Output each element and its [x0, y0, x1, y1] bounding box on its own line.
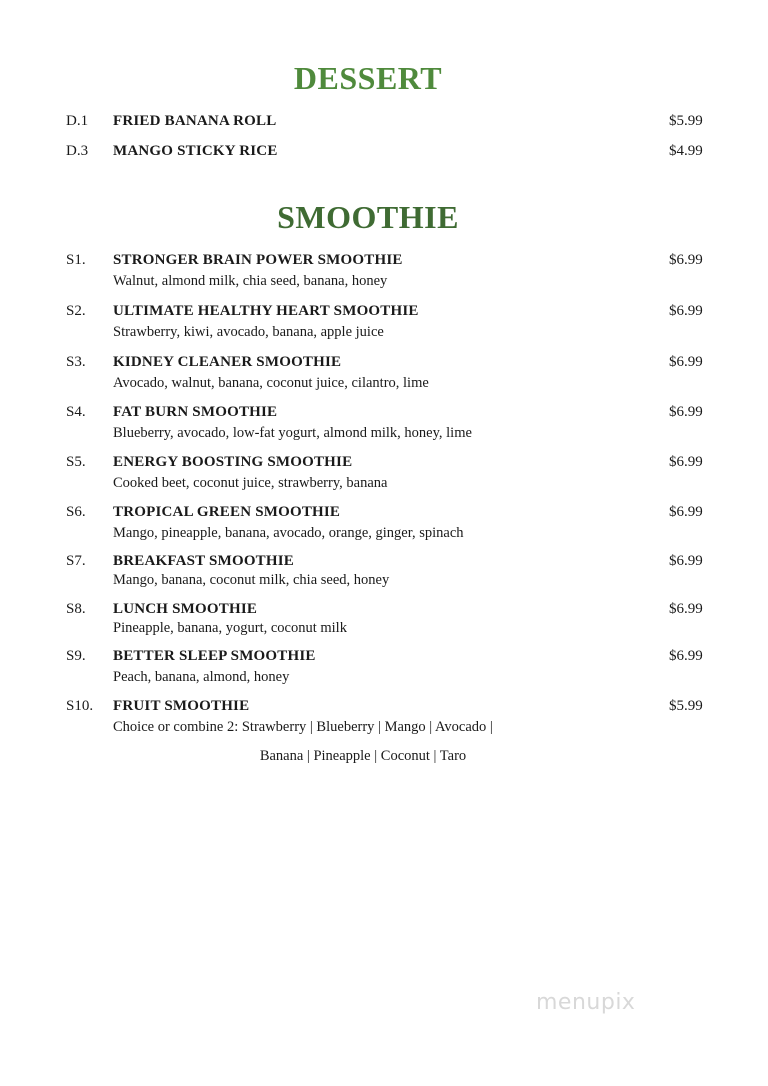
menu-item-d3: [0, 142, 768, 182]
item-code: S1.: [66, 252, 86, 268]
item-price: $6.99: [669, 553, 703, 569]
item-code: S6.: [66, 504, 86, 520]
watermark-logo: menupix: [536, 990, 636, 1015]
item-name: FRIED BANANA ROLL: [113, 113, 277, 129]
fruit-smoothie-choices-continued: Banana | Pineapple | Coconut | Taro: [259, 748, 467, 764]
menu-item-s9: [0, 647, 768, 687]
item-code: D.1: [66, 113, 89, 129]
item-code: S10.: [66, 698, 94, 714]
item-price: $5.99: [669, 113, 703, 129]
item-description: Mango, pineapple, banana, avocado, orange, ginger, spinach: [113, 525, 464, 541]
item-code: S3.: [66, 354, 86, 370]
item-name: BREAKFAST SMOOTHIE: [113, 553, 294, 569]
smoothie-section-title: SMOOTHIE: [277, 199, 459, 235]
item-price: $6.99: [669, 252, 703, 268]
item-description: Walnut, almond milk, chia seed, banana, honey: [113, 273, 388, 289]
item-description: Strawberry, kiwi, avocado, banana, apple juice: [113, 324, 384, 340]
item-price: $6.99: [669, 601, 703, 617]
item-name: LUNCH SMOOTHIE: [113, 601, 258, 617]
item-description: Pineapple, banana, yogurt, coconut milk: [113, 620, 347, 636]
menu-item-s8: [0, 600, 768, 640]
item-name: MANGO STICKY RICE: [113, 143, 278, 159]
item-code: S2.: [66, 303, 86, 319]
menu-item-s10: [0, 697, 768, 737]
item-name: KIDNEY CLEANER SMOOTHIE: [113, 354, 342, 370]
item-description: Mango, banana, coconut milk, chia seed, honey: [113, 572, 390, 588]
item-name: FRUIT SMOOTHIE: [113, 698, 250, 714]
item-code: S7.: [66, 553, 86, 569]
item-name: TROPICAL GREEN SMOOTHIE: [113, 504, 341, 520]
item-description: Choice or combine 2: Strawberry | Blueberry | Mango | Avocado |: [113, 719, 493, 735]
item-price: $6.99: [669, 504, 703, 520]
dessert-section-title: DESSERT: [293, 60, 443, 96]
menu-item-s3: [0, 353, 768, 393]
item-description: Avocado, walnut, banana, coconut juice, cilantro, lime: [113, 375, 429, 391]
item-code: S4.: [66, 404, 86, 420]
item-name: FAT BURN SMOOTHIE: [113, 404, 278, 420]
item-price: $6.99: [669, 354, 703, 370]
item-code: D.3: [66, 143, 89, 159]
menu-item-s1: [0, 251, 768, 291]
item-price: $6.99: [669, 404, 703, 420]
item-description: Cooked beet, coconut juice, strawberry, banana: [113, 475, 388, 491]
item-price: $5.99: [669, 698, 703, 714]
item-code: S9.: [66, 648, 86, 664]
item-price: $6.99: [669, 648, 703, 664]
menu-item-s5: [0, 453, 768, 493]
item-name: BETTER SLEEP SMOOTHIE: [113, 648, 316, 664]
item-price: $6.99: [669, 303, 703, 319]
item-description: Blueberry, avocado, low-fat yogurt, almond milk, honey, lime: [113, 425, 472, 441]
menu-item-s7: [0, 552, 768, 592]
item-price: $6.99: [669, 454, 703, 470]
menu-item-s6: [0, 503, 768, 543]
item-price: $4.99: [669, 143, 703, 159]
item-name: ENERGY BOOSTING SMOOTHIE: [113, 454, 353, 470]
menu-item-s2: [0, 302, 768, 342]
item-name: STRONGER BRAIN POWER SMOOTHIE: [113, 252, 403, 268]
item-code: S5.: [66, 454, 86, 470]
item-code: S8.: [66, 601, 86, 617]
item-name: ULTIMATE HEALTHY HEART SMOOTHIE: [113, 303, 419, 319]
item-description: Peach, banana, almond, honey: [113, 669, 290, 685]
menu-item-s4: [0, 403, 768, 443]
